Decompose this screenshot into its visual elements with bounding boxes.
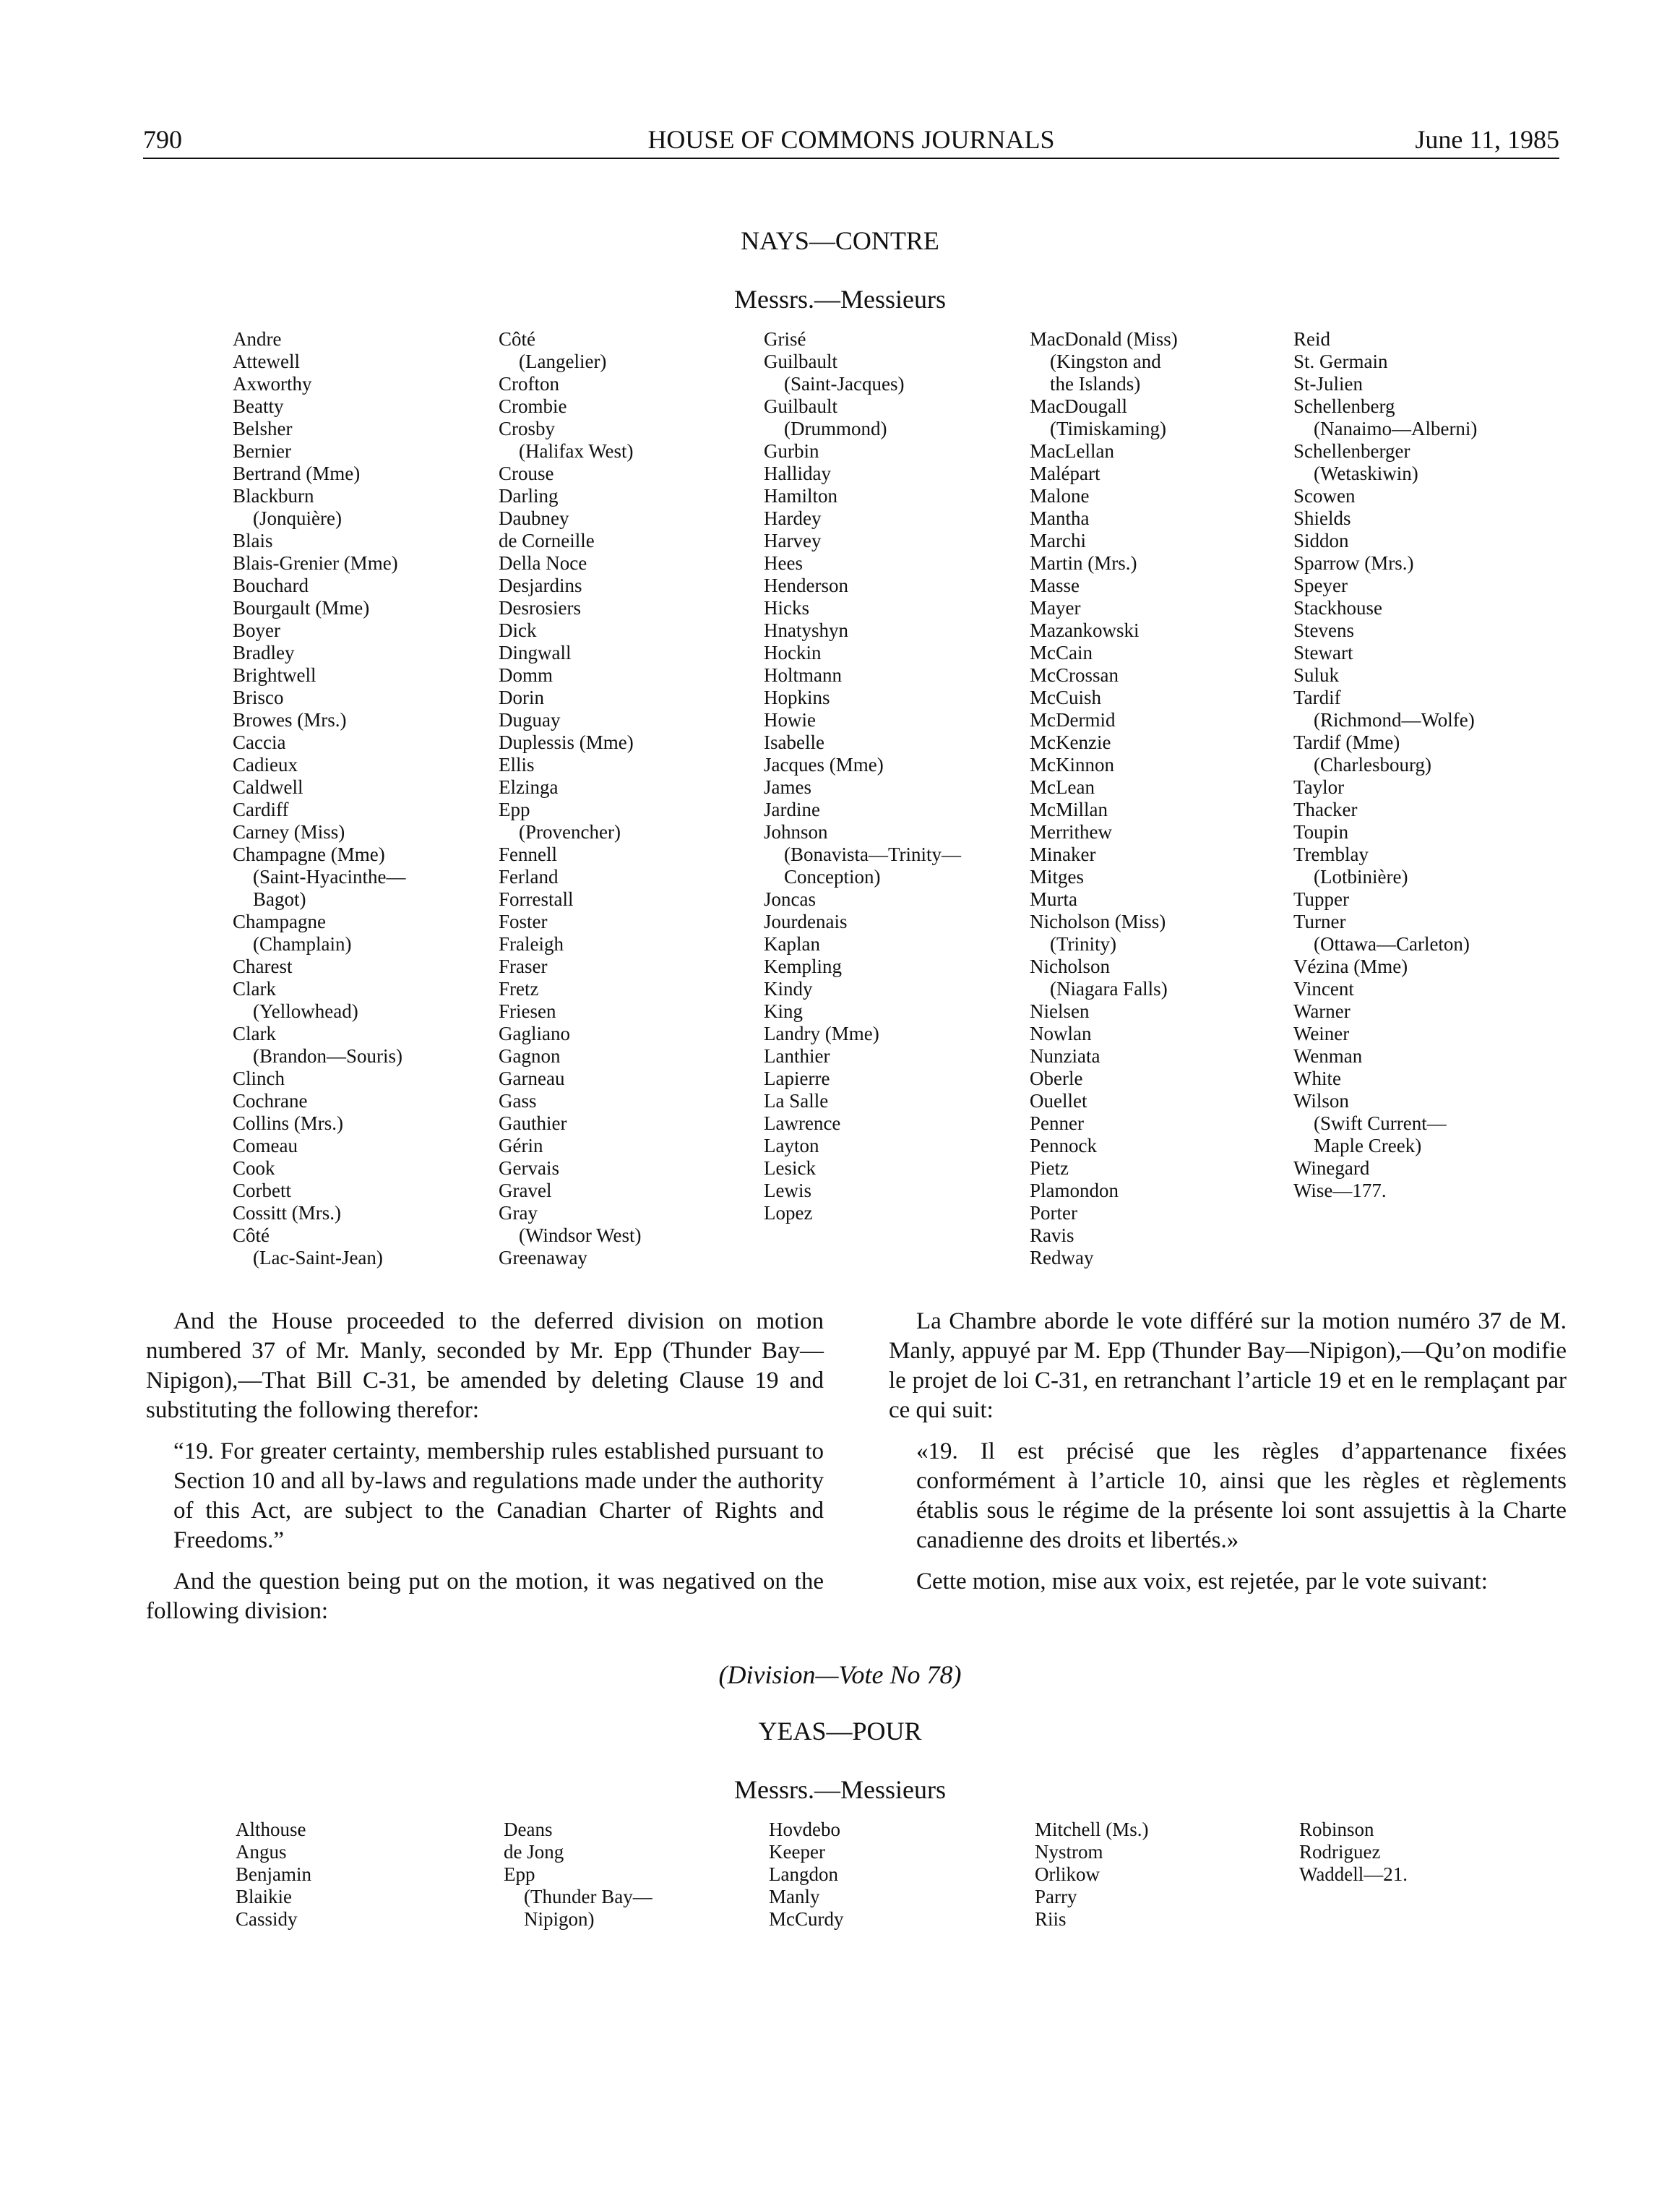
member-name: Friesen: [499, 1000, 556, 1022]
member-name: Garneau: [499, 1068, 565, 1089]
yeas-column-3: [769, 1819, 844, 1931]
member-name: Gagliano: [499, 1023, 570, 1044]
member-name: Tardif (Mme): [1293, 731, 1400, 753]
member-name: Nicholson (Miss): [1030, 911, 1166, 932]
member-name: Fraleigh: [499, 933, 564, 955]
member-name: Suluk: [1293, 664, 1340, 686]
member-name: Minaker: [1030, 843, 1096, 865]
member-name: Bertrand (Mme): [233, 463, 361, 484]
member-name: Weiner: [1293, 1023, 1350, 1044]
member-name: Hockin: [764, 642, 822, 664]
member-name: Henderson: [764, 575, 848, 596]
nays-column-3: [764, 328, 961, 1224]
member-name: Guilbault: [764, 395, 837, 417]
member-name: Lopez: [764, 1202, 813, 1224]
member-name: Nunziata: [1030, 1045, 1100, 1067]
member-name: Gray: [499, 1202, 538, 1224]
member-name: Bourgault (Mme): [233, 597, 370, 619]
member-name: Guilbault: [764, 351, 837, 372]
member-name: (Nanaimo—Alberni): [1314, 418, 1478, 439]
member-name: James: [764, 776, 811, 798]
member-name: Wise—177.: [1293, 1180, 1387, 1201]
member-name: McCain: [1030, 642, 1093, 664]
member-name: Cardiff: [233, 799, 289, 820]
member-name: Darling: [499, 485, 559, 507]
member-name: Mantha: [1030, 507, 1090, 529]
member-name: Bradley: [233, 642, 295, 664]
nays-column-5: [1293, 328, 1477, 1202]
member-name: MacDougall: [1030, 395, 1127, 417]
motion-french-result: Cette motion, mise aux voix, est rejetée, par le vote suivant:: [916, 1568, 1488, 1594]
member-name: Corbett: [233, 1180, 291, 1201]
member-name: Parry: [1035, 1886, 1077, 1907]
member-name: Duplessis (Mme): [499, 731, 634, 753]
member-name: Côté: [233, 1224, 270, 1246]
member-name: Scowen: [1293, 485, 1356, 507]
member-name: Lanthier: [764, 1045, 830, 1067]
member-name: Keeper: [769, 1841, 825, 1863]
member-name: White: [1293, 1068, 1341, 1089]
member-name: McLean: [1030, 776, 1095, 798]
member-name: Mazankowski: [1030, 619, 1140, 641]
member-name: Blais-Grenier (Mme): [233, 552, 398, 574]
member-name: Shields: [1293, 507, 1351, 529]
member-name: Tupper: [1293, 888, 1350, 910]
member-name: Desjardins: [499, 575, 582, 596]
member-name: (Richmond—Wolfe): [1314, 709, 1475, 731]
member-name: Oberle: [1030, 1068, 1083, 1089]
member-name: Angus: [236, 1841, 287, 1863]
member-name: Masse: [1030, 575, 1080, 596]
member-name: Jourdenais: [764, 911, 848, 932]
member-name: Carney (Miss): [233, 821, 345, 843]
member-name: St-Julien: [1293, 373, 1364, 395]
member-name: Lewis: [764, 1180, 811, 1201]
member-name: (Brandon—Souris): [253, 1045, 402, 1067]
member-name: Hovdebo: [769, 1819, 840, 1840]
member-name: McCurdy: [769, 1908, 844, 1930]
member-name: Bagot): [253, 888, 306, 910]
member-name: Johnson: [764, 821, 828, 843]
member-name: (Timiskaming): [1050, 418, 1167, 439]
yeas-column-1: [236, 1819, 311, 1931]
member-name: Andre: [233, 328, 282, 350]
member-name: (Swift Current—: [1314, 1112, 1447, 1134]
member-name: Ferland: [499, 866, 559, 888]
member-name: Desrosiers: [499, 597, 581, 619]
member-name: Hardey: [764, 507, 822, 529]
nays-subheading: Messrs.—Messieurs: [734, 285, 946, 314]
member-name: Toupin: [1293, 821, 1349, 843]
member-name: King: [764, 1000, 803, 1022]
member-name: Beatty: [233, 395, 284, 417]
member-name: Marchi: [1030, 530, 1086, 551]
member-name: Belsher: [233, 418, 293, 439]
member-name: Clinch: [233, 1068, 285, 1089]
member-name: Clark: [233, 978, 276, 1000]
member-name: (Jonquière): [253, 507, 342, 529]
member-name: the Islands): [1050, 373, 1141, 395]
motion-french: [889, 1307, 1567, 1608]
member-name: Domm: [499, 664, 553, 686]
member-name: Nystrom: [1035, 1841, 1103, 1863]
member-name: Hamilton: [764, 485, 837, 507]
member-name: Lapierre: [764, 1068, 830, 1089]
nays-column-1: [233, 328, 405, 1269]
member-name: Pennock: [1030, 1135, 1097, 1156]
member-name: Langdon: [769, 1863, 838, 1885]
member-name: Bernier: [233, 440, 291, 462]
member-name: Grisé: [764, 328, 806, 350]
member-name: Malépart: [1030, 463, 1100, 484]
member-name: Brisco: [233, 687, 284, 708]
member-name: (Charlesbourg): [1314, 754, 1431, 776]
member-name: Gass: [499, 1090, 537, 1112]
member-name: Mitges: [1030, 866, 1085, 888]
nays-column-2: [499, 328, 641, 1269]
member-name: Della Noce: [499, 552, 587, 574]
member-name: (Saint-Hyacinthe—: [253, 866, 406, 888]
yeas-column-5: [1299, 1819, 1408, 1886]
member-name: (Drummond): [784, 418, 887, 439]
member-name: Gurbin: [764, 440, 819, 462]
member-name: Crombie: [499, 395, 567, 417]
member-name: (Niagara Falls): [1050, 978, 1168, 1000]
member-name: Rodriguez: [1299, 1841, 1381, 1863]
page-number: 790: [143, 125, 182, 154]
member-name: Vézina (Mme): [1293, 956, 1408, 977]
member-name: Champagne (Mme): [233, 843, 385, 865]
member-name: Tremblay: [1293, 843, 1369, 865]
member-name: Gagnon: [499, 1045, 561, 1067]
member-name: Nicholson: [1030, 956, 1110, 977]
member-name: Hees: [764, 552, 803, 574]
member-name: Daubney: [499, 507, 569, 529]
member-name: Hicks: [764, 597, 809, 619]
member-name: Winegard: [1293, 1157, 1370, 1179]
member-name: Hnatyshyn: [764, 619, 848, 641]
member-name: Blackburn: [233, 485, 314, 507]
member-name: Layton: [764, 1135, 819, 1156]
member-name: Elzinga: [499, 776, 559, 798]
member-name: (Lotbinière): [1314, 866, 1408, 888]
member-name: MacDonald (Miss): [1030, 328, 1178, 350]
member-name: Axworthy: [233, 373, 312, 395]
member-name: Attewell: [233, 351, 300, 372]
member-name: Ouellet: [1030, 1090, 1087, 1112]
yeas-column-2: [504, 1819, 652, 1931]
member-name: Kempling: [764, 956, 842, 977]
member-name: Thacker: [1293, 799, 1358, 820]
member-name: Côté: [499, 328, 535, 350]
member-name: Boyer: [233, 619, 280, 641]
member-name: (Champlain): [253, 933, 352, 955]
nays-column-4: [1030, 328, 1178, 1269]
member-name: Schellenberger: [1293, 440, 1410, 462]
motion-english-result: And the question being put on the motion, it was negatived on the following division:: [146, 1568, 824, 1624]
member-name: Halliday: [764, 463, 831, 484]
member-name: Nipigon): [524, 1908, 595, 1930]
member-name: (Yellowhead): [253, 1000, 358, 1022]
member-name: (Trinity): [1050, 933, 1117, 955]
member-name: Tardif: [1293, 687, 1341, 708]
member-name: Blais: [233, 530, 273, 551]
member-name: Jardine: [764, 799, 820, 820]
member-name: Kindy: [764, 978, 813, 1000]
member-name: Gérin: [499, 1135, 543, 1156]
member-name: de Corneille: [499, 530, 595, 551]
member-name: (Windsor West): [519, 1224, 642, 1246]
member-name: Gravel: [499, 1180, 552, 1201]
member-name: Lesick: [764, 1157, 816, 1179]
journal-date: June 11, 1985: [1415, 125, 1559, 154]
member-name: Mitchell (Ms.): [1035, 1819, 1149, 1840]
member-name: Benjamin: [236, 1863, 311, 1885]
member-name: MacLellan: [1030, 440, 1114, 462]
member-name: (Provencher): [519, 821, 621, 843]
member-name: Hopkins: [764, 687, 830, 708]
yeas-heading: YEAS—POUR: [758, 1717, 922, 1746]
member-name: (Wetaskiwin): [1314, 463, 1418, 484]
member-name: Browes (Mrs.): [233, 709, 347, 731]
page-header: [143, 124, 1559, 159]
member-name: McMillan: [1030, 799, 1108, 820]
member-name: Manly: [769, 1886, 820, 1907]
member-name: (Halifax West): [519, 440, 634, 462]
yeas-subheading: Messrs.—Messieurs: [734, 1775, 946, 1804]
member-name: Fretz: [499, 978, 539, 1000]
member-name: Redway: [1030, 1247, 1094, 1268]
member-name: Nowlan: [1030, 1023, 1092, 1044]
member-name: La Salle: [764, 1090, 829, 1112]
member-name: Epp: [504, 1863, 535, 1885]
member-name: Brightwell: [233, 664, 316, 686]
member-name: Collins (Mrs.): [233, 1112, 344, 1134]
member-name: Cochrane: [233, 1090, 308, 1112]
member-name: McCuish: [1030, 687, 1102, 708]
member-name: Warner: [1293, 1000, 1351, 1022]
member-name: Malone: [1030, 485, 1090, 507]
member-name: Dorin: [499, 687, 544, 708]
member-name: McCrossan: [1030, 664, 1119, 686]
member-name: Reid: [1293, 328, 1330, 350]
member-name: Orlikow: [1035, 1863, 1100, 1885]
member-name: Wenman: [1293, 1045, 1363, 1067]
member-name: Robinson: [1299, 1819, 1374, 1840]
member-name: Joncas: [764, 888, 816, 910]
member-name: Crouse: [499, 463, 554, 484]
member-name: Schellenberg: [1293, 395, 1395, 417]
member-name: Holtmann: [764, 664, 842, 686]
member-name: Champagne: [233, 911, 326, 932]
member-name: Wilson: [1293, 1090, 1349, 1112]
member-name: Stevens: [1293, 619, 1354, 641]
motion-french-quote: «19. Il est précisé que les règles d’appartenance fixées conformément à l’article 10, ainsi que les règles et règlements établis sous le régime de la présente loi sont assujettis à la Charte canadienne des droits et libertés.»: [916, 1438, 1567, 1553]
member-name: Charest: [233, 956, 293, 977]
member-name: (Kingston and: [1050, 351, 1161, 372]
member-name: Caccia: [233, 731, 286, 753]
member-name: Nielsen: [1030, 1000, 1090, 1022]
member-name: (Thunder Bay—: [524, 1886, 652, 1907]
member-name: Fennell: [499, 843, 557, 865]
member-name: Forrestall: [499, 888, 574, 910]
member-name: Gauthier: [499, 1112, 567, 1134]
yeas-column-4: [1035, 1819, 1148, 1931]
member-name: (Langelier): [519, 351, 607, 372]
member-name: Foster: [499, 911, 548, 932]
member-name: (Saint-Jacques): [784, 373, 905, 395]
member-name: Greenaway: [499, 1247, 587, 1268]
member-name: Fraser: [499, 956, 548, 977]
member-name: Taylor: [1293, 776, 1345, 798]
member-name: St. Germain: [1293, 351, 1388, 372]
member-name: Cadieux: [233, 754, 298, 776]
member-name: de Jong: [504, 1841, 564, 1863]
member-name: Martin (Mrs.): [1030, 552, 1137, 574]
member-name: Vincent: [1293, 978, 1354, 1000]
member-name: Crosby: [499, 418, 556, 439]
motion-english: [146, 1307, 824, 1638]
member-name: Comeau: [233, 1135, 298, 1156]
member-name: Merrithew: [1030, 821, 1112, 843]
member-name: Lawrence: [764, 1112, 841, 1134]
member-name: Isabelle: [764, 731, 824, 753]
member-name: Speyer: [1293, 575, 1348, 596]
member-name: Cook: [233, 1157, 275, 1179]
member-name: Stackhouse: [1293, 597, 1382, 619]
member-name: Gervais: [499, 1157, 559, 1179]
member-name: Harvey: [764, 530, 822, 551]
member-name: Riis: [1035, 1908, 1067, 1930]
member-name: Epp: [499, 799, 530, 820]
member-name: Duguay: [499, 709, 561, 731]
member-name: (Ottawa—Carleton): [1314, 933, 1470, 955]
member-name: Landry (Mme): [764, 1023, 879, 1044]
member-name: Stewart: [1293, 642, 1353, 664]
member-name: Kaplan: [764, 933, 820, 955]
member-name: Maple Creek): [1314, 1135, 1422, 1156]
journal-title: HOUSE OF COMMONS JOURNALS: [647, 125, 1055, 154]
member-name: Crofton: [499, 373, 559, 395]
member-name: Conception): [784, 866, 881, 888]
member-name: Waddell—21.: [1299, 1863, 1408, 1885]
division-label: (Division—Vote No 78): [718, 1660, 962, 1689]
member-name: Mayer: [1030, 597, 1081, 619]
member-name: Dick: [499, 619, 537, 641]
member-name: Sparrow (Mrs.): [1293, 552, 1414, 574]
nays-heading: NAYS—CONTRE: [741, 226, 939, 255]
member-name: Clark: [233, 1023, 276, 1044]
member-name: McKinnon: [1030, 754, 1114, 776]
member-name: Deans: [504, 1819, 553, 1840]
member-name: Murta: [1030, 888, 1077, 910]
member-name: Siddon: [1293, 530, 1349, 551]
member-name: Penner: [1030, 1112, 1084, 1134]
member-name: Althouse: [236, 1819, 306, 1840]
member-name: Caldwell: [233, 776, 303, 798]
member-name: McKenzie: [1030, 731, 1111, 753]
member-name: Howie: [764, 709, 816, 731]
member-name: Turner: [1293, 911, 1346, 932]
motion-english-intro: And the House proceeded to the deferred division on motion numbered 37 of Mr. Manly, seconded by Mr. Epp (Thunder Bay—Nipigon),—That Bill C-31, be amended by deleting Clause 19 and substituting the following therefor:: [146, 1308, 824, 1423]
member-name: Bouchard: [233, 575, 309, 596]
member-name: Dingwall: [499, 642, 572, 664]
member-name: Ravis: [1030, 1224, 1074, 1246]
member-name: Porter: [1030, 1202, 1077, 1224]
member-name: Ellis: [499, 754, 535, 776]
member-name: (Bonavista—Trinity—: [784, 843, 962, 865]
member-name: Plamondon: [1030, 1180, 1119, 1201]
motion-english-quote: “19. For greater certainty, membership rules established pursuant to Section 10 and all by-laws and regulations made under the authority of this Act, are subject to the Canadian Charter of Rights and Freedoms.”: [173, 1438, 824, 1553]
member-name: McDermid: [1030, 709, 1116, 731]
member-name: Pietz: [1030, 1157, 1069, 1179]
member-name: Jacques (Mme): [764, 754, 884, 776]
member-name: (Lac-Saint-Jean): [253, 1247, 383, 1268]
member-name: Cassidy: [236, 1908, 298, 1930]
motion-french-intro: La Chambre aborde le vote différé sur la motion numéro 37 de M. Manly, appuyé par M. Epp (Thunder Bay—Nipigon),—Qu’on modifie le projet de loi C-31, en retranchant l’article 19 et en le remplaçant par ce qui suit:: [889, 1308, 1567, 1423]
member-name: Cossitt (Mrs.): [233, 1202, 342, 1224]
member-name: Blaikie: [236, 1886, 292, 1907]
